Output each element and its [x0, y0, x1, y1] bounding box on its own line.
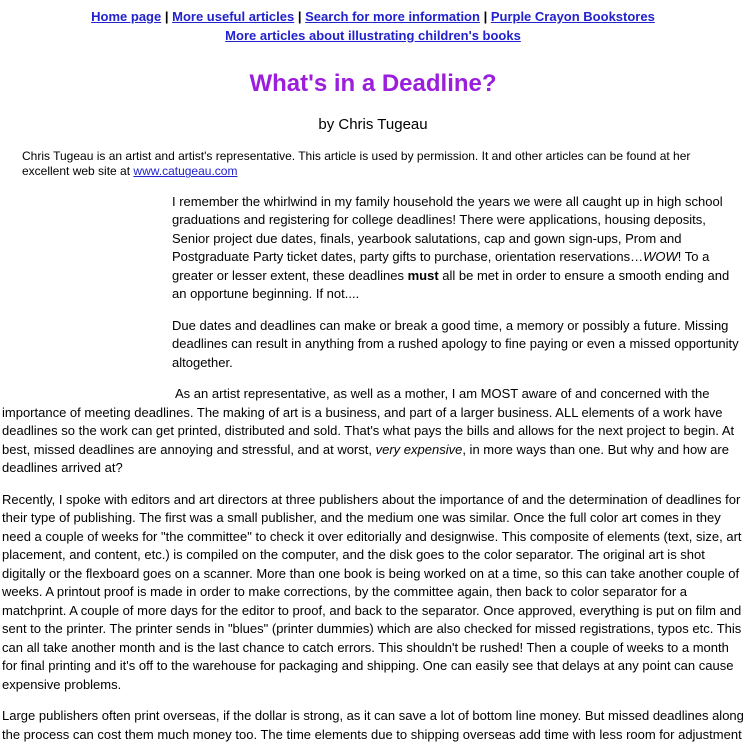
page-title: What's in a Deadline?: [249, 69, 497, 97]
intro-note: [22, 149, 740, 180]
article-body: [0, 193, 746, 744]
nav-separator: |: [164, 9, 169, 24]
nav-link-more-useful-articles[interactable]: More useful articles: [172, 9, 295, 24]
nav-link-more-articles-illustrating[interactable]: More articles about illustrating children's books: [225, 27, 521, 43]
nav-separator: |: [483, 9, 488, 24]
article-paragraph-2: Due dates and deadlines can make or break a good time, a memory or possibly a future. Missing deadlines can result in anything from a rushed apology to fine paying or even a missed opportunity altogether.: [172, 317, 739, 370]
nav-link-search-for-more-information[interactable]: Search for more information: [305, 9, 480, 24]
article-paragraph-5: Large publishers often print overseas, if the dollar is strong, as it can save a lot of bottom line money. But missed deadlines along the process can cost them much money too. The time elements due to shipping overseas add time with less room for adjustment: [2, 708, 744, 742]
top-navigation-row-2: [0, 27, 746, 46]
intro-text: Chris Tugeau is an artist and artist's representative. This article is used by permission. It and other articles can be found at her excellent web site at: [22, 148, 691, 179]
article-paragraph-4: Recently, I spoke with editors and art directors at three publishers about the importance of and the determination of deadlines for their type of publishing. The first was a small publisher, and the medium one was similar. Once the full color art comes in they need a couple of weeks for "the committee" to check it over editorially and designwise. This composite of elements (text, size, art placement, and content, etc.) is compiled on the computer, and the disk goes to the color separator. The original art is shot digitally or the flexboard goes on a scanner. More than one book is being worked on at a time, so this can take another couple of weeks. A printout proof is made in order to make corrections, by the committee again, then back to color separator for a matchprint. A couple of more days for the editor to proof, and back to the separator. Once approved, everything is put on film and sent to the printer. The printer sends in "blues" (printer dummies) which are also checked for missed registrations, typos etc. This can all take another month and is the last chance to catch errors. This shouldn't be rushed! Then a couple of weeks to a month for final printing and it's off to the warehouse for packaging and shipping. One can easily see that delays at any point can cause expensive problems.: [2, 491, 742, 692]
top-navigation: [0, 8, 746, 46]
intro-website-link[interactable]: www.catugeau.com: [133, 164, 238, 179]
byline: by Chris Tugeau: [318, 115, 428, 133]
nav-separator: |: [297, 9, 302, 24]
article-paragraph-3: As an artist representative, as well as a mother, I am MOST aware of and concerned with the importance of meeting deadlines. The making of art is a business, and part of a larger business. ALL elements of a work have deadlines so the work can get printed, distributed and sold. That's what pays the bills and allows for the next project to begin. At best, missed deadlines are annoying and stressful, and at worst, very expensive, in more ways than one. But why and how are deadlines arrived at?: [2, 386, 735, 476]
article-paragraph-1: I remember the whirlwind in my family household the years we were all caught up in high school graduations and registering for college deadlines! There were applications, housing deposits, Senior project due dates, finals, yearbook salutations, cap and gown sign-ups, Prom and Postgraduate Party ticket dates, party gifts to purchase, orientation reservations…WOW! To a greater or lesser extent, these deadlines must all be met in order to ensure a smooth ending and an opportune beginning. If not....: [172, 193, 730, 302]
nav-link-home-page[interactable]: Home page: [91, 9, 162, 24]
nav-link-purple-crayon-bookstores[interactable]: Purple Crayon Bookstores: [490, 9, 655, 24]
top-navigation-row-1: [0, 8, 746, 27]
